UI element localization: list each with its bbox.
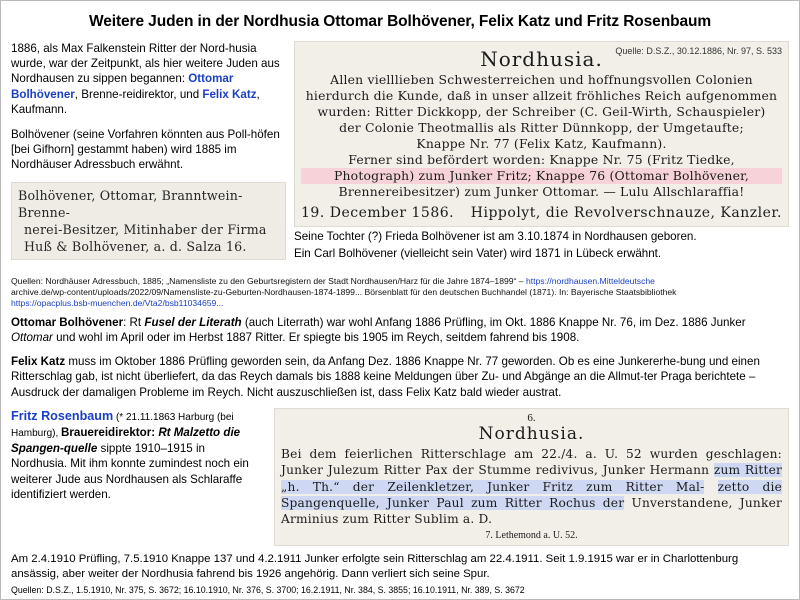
newspaper-line-1: Allen vielllieben Schwesterreichen und hoffnungsvollen Colonien: [330, 71, 753, 87]
footer-sources: Quellen: D.S.Z., 1.5.1910, Nr. 375, S. 3672; 16.10.1910, Nr. 376, S. 3700; 16.2.1911, Nr. 384, S. 3855; 16.10.1911, Nr. 389, S. 3672: [11, 585, 525, 596]
felix-text: muss im Oktober 1886 Prüfling geworden sein, da Anfang Dez. 1886 Knappe Nr. 77 geworden. Ob es eine Junkererhe-bung und einen Ritterschlag gab, ist nicht überliefert, da das Reych damals bis 1888 keine Meldungen über Zu- und Abgänge an die Allmut-ter Praga berichtete – Ausdruck der damaligen Probleme im Reych. Nicht auszuschließen ist, dass Felix Katz bald wieder austrat.: [11, 354, 760, 399]
address-clip-line-1: Bolhövener, Ottomar, Branntwein-Brenne-: [18, 187, 243, 220]
intro-p1-part-b: , Brenne-reidirektor, und: [74, 87, 203, 101]
clipping2-line-5: Unverstandene, Junker Arminius zum Ritter Sublim a. D.: [281, 495, 783, 526]
clipping2-number: 6.: [527, 412, 536, 425]
sources-top-link-a[interactable]: https://nordhausen.Mitteldeutsche: [525, 275, 655, 286]
top-section: [11, 41, 789, 270]
frieda-line-2: Ein Carl Bolhövener (vielleicht sein Vater) wird 1871 in Lübeck erwähnt.: [294, 247, 662, 261]
sources-top: [11, 276, 789, 309]
fritz-parenthetical: (* 21.11.1863 Harburg (bei Hamburg),: [11, 412, 234, 440]
address-clip-line-3: Huß & Bolhövener, a. d. Salza 16.: [24, 238, 247, 254]
person-felix-katz: Felix Katz: [202, 87, 257, 101]
fritz-title-italic: Rt Malzetto die Spangen-quelle: [11, 426, 241, 455]
intro-column: [11, 41, 286, 260]
sources-top-text-a: Quellen: Nordhäuser Adressbuch, 1885; „Namensliste zu den Geburtsregistern der Stadt Nordhausen/Harz für die Jahre 1874–1899“ –: [11, 275, 526, 286]
clipping2-line-1: Bei dem feierlichen Ritterschlage am 22./4. a. U. 52 wurden geschlagen:: [281, 447, 782, 462]
newspaper-clipping: [294, 41, 789, 227]
clipping2-line-4-highlighted: zetto die Spangenquelle, Junker Paul zum Ritter Rochus der: [281, 479, 782, 510]
person-fritz-rosenbaum: Fritz Rosenbaum: [11, 409, 114, 424]
ottomar-paragraph: [11, 315, 789, 346]
person-ottomar-bolhoevener: Ottomar Bolhövener: [11, 72, 234, 101]
intro-paragraph-1: [11, 41, 286, 118]
clipping2-line-2: Junker Julezum Ritter Pax der Stumme redivivus, Junker Hermann: [281, 463, 710, 478]
fritz-rest: sippte 1910–1915 in Nordhusia. Mit ihm konnte zumindest noch ein weiterer Jude aus Nordhausen als Schlaraffe identifiziert werden.: [11, 441, 249, 502]
felix-name: Felix Katz: [11, 354, 66, 368]
newspaper-line-5: Knappe Nr. 77 (Felix Katz, Kaufmann).: [416, 136, 667, 152]
intro-p1-part-a: 1886, als Max Falkenstein Ritter der Nord-husia wurde, war der Zeitpunkt, als hier weitere Juden aus Nordhausen zu sippen begannen:: [11, 41, 280, 86]
footer-note: Am 2.4.1910 Prüfling, 7.5.1910 Knappe 137 und 4.2.1911 Junker erfolgte sein Ritterschlag am 22.4.1911. Seit 1.9.1915 war er in Charlottenburg ansässig, aber weiter der Nordhusia fahrend bis 1926 angehörig. Dann verliert sich seine Spur.: [11, 552, 739, 581]
fritz-paragraph: [11, 408, 264, 503]
newspaper-date: 19. December 1586.: [301, 204, 455, 221]
newspaper-line-2: hierdurch die Kunde, daß in unser allzeit fröhliches Reich aufgenommen: [305, 87, 778, 103]
newspaper-footer: [301, 205, 782, 221]
felix-paragraph: [11, 354, 789, 401]
ottomar-rest-c: und wohl im April oder im Herbst 1887 Ritter. Er spiegte bis 1905 im Reych, seitdem fahrend bis 1908.: [52, 331, 580, 345]
newspaper-headline: Nordhusia.: [480, 46, 603, 71]
frieda-note: [294, 227, 789, 262]
clipping2-column: [274, 408, 789, 545]
fritz-role: Brauereidirektor:: [61, 426, 159, 440]
intro-paragraph-2: Bolhövener (seine Vorfahren könnten aus Poll-höfen [bei Gifhorn] gestammt haben) wird 1885 im Nordhäuser Adressbuch erwähnt.: [11, 127, 280, 172]
newspaper-line-8: Brennereibesitzer) zum Junker Ottomar. — Lulu Allschlaraffia!: [338, 184, 745, 200]
sources-top-text-c: Börsenblatt für den deutschen Buchhandel (1871). In: Bayerische Staatsbibliothek: [362, 286, 677, 297]
ottomar-title-italic: Fusel der Literath: [144, 315, 242, 329]
lower-section: [11, 408, 789, 545]
newspaper-body: [301, 72, 782, 201]
clipping2-body: [281, 446, 782, 526]
ottomar-rest-a: : Rt: [123, 315, 145, 329]
newspaper-line-3: wurden: Ritter Dickkopp, der Schreiber (C. Geil-Wirth, Schauspieler): [317, 103, 766, 119]
sources-top-text-b: archive.de/wp-content/uploads/2022/09/Namensliste-zu-Geburten-Nordhausen-1874-1899...: [11, 286, 363, 297]
clipping2-line-3-highlighted: zum Ritter „h. Th.“ der Zeilenkletzer, Junker Fritz zum Ritter Mal-: [281, 463, 783, 494]
page-title: Weitere Juden in der Nordhusia Ottomar Bolhövener, Felix Katz und Fritz Rosenbaum: [88, 13, 712, 30]
newspaper-column: [294, 41, 789, 270]
sources-top-link-b[interactable]: https://opacplus.bsb-muenchen.de/Vta2/bsb11034659...: [11, 297, 224, 308]
ritterschlag-clipping: [274, 408, 789, 545]
newspaper-line-4: der Colonie Theotmallis als Ritter Dünnkopp, der Umgetaufte;: [339, 119, 744, 135]
clipping2-headline: Nordhusia.: [478, 424, 585, 445]
clipping2-footer: 7. Lethemond a. U. 52.: [485, 529, 578, 541]
ottomar-name: Ottomar Bolhövener: [11, 315, 124, 329]
ottomar-rest-b: (auch Literrath) war wohl Anfang 1886 Prüfling, im Okt. 1886 Knappe Nr. 76, im Dez. 1886 Junker: [241, 315, 746, 329]
newspaper-line-7-highlighted: Photograph) zum Junker Fritz; Knappe 76 (Ottomar Bolhövener,: [301, 168, 782, 184]
ottomar-junker-italic: Ottomar: [11, 331, 53, 345]
fritz-column: [11, 408, 264, 511]
newspaper-line-6: Ferner sind befördert worden: Knappe Nr. 75 (Fritz Tiedke,: [348, 152, 735, 168]
newspaper-signature: Hippolyt, die Revolverschnauze, Kanzler.: [470, 204, 782, 221]
frieda-line-1: Seine Tochter (?) Frieda Bolhövener ist am 3.10.1874 in Nordhausen geboren.: [294, 229, 697, 243]
newspaper-source-label: Quelle: D.S.Z., 30.12.1886, Nr. 97, S. 533: [615, 45, 782, 56]
intro-p1-part-c: , Kaufmann.: [11, 87, 260, 117]
address-clip-line-2: nerei-Besitzer, Mitinhaber der Firma: [24, 221, 267, 237]
address-book-clipping: [11, 182, 286, 260]
